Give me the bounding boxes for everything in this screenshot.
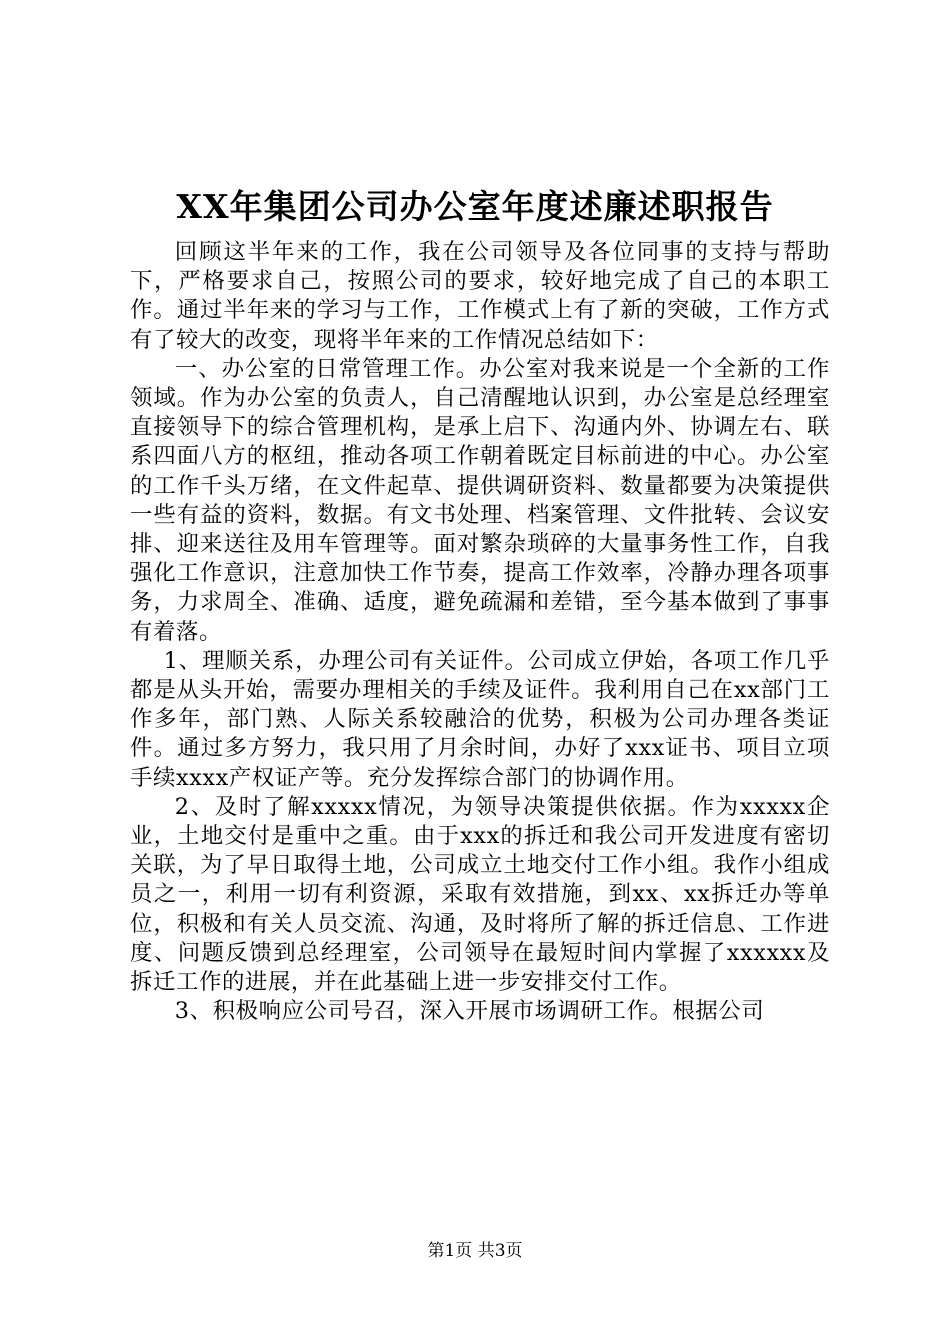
page-number-footer: 第1页 共3页 [427, 1241, 523, 1261]
document-title: XX年集团公司办公室年度述廉述职报告 [176, 187, 774, 226]
paragraph-item-1: 1、理顺关系，办理公司有关证件。公司成立伊始，各项工作几乎都是从头开始，需要办理相关的手续及证件。我利用自己在xx部门工作多年，部门熟、人际关系较融洽的优势，积极为公司办理各类证件。通过多方努力，我只用了月余时间，办好了xxx证书、项目立项手续xxxx产权证产等。充分发挥综合部门的协调作用。 [130, 647, 830, 791]
paragraph-item-3: 3、积极响应公司号召，深入开展市场调研工作。根据公司 [174, 998, 765, 1025]
paragraph-intro: 回顾这半年来的工作，我在公司领导及各位同事的支持与帮助下，严格要求自己，按照公司的要求，较好地完成了自己的本职工作。通过半年来的学习与工作，工作模式上有了新的突破，工作方式有了较大的改变，现将半年来的工作情况总结如下： [130, 239, 830, 353]
paragraph-section-1: 一、办公室的日常管理工作。办公室对我来说是一个全新的工作领域。作为办公室的负责人，自己清醒地认识到，办公室是总经理室直接领导下的综合管理机构，是承上启下、沟通内外、协调左右、联系四面八方的枢纽，推动各项工作朝着既定目标前进的中心。办公室的工作千头万绪，在文件起草、提供调研资料、数量都要为决策提供一些有益的资料，数据。有文书处理、档案管理、文件批转、会议安排、迎来送往及用车管理等。面对繁杂琐碎的大量事务性工作，自我强化工作意识，注意加快工作节奏，提高工作效率，冷静办理各项事务，力求周全、准确、适度，避免疏漏和差错，至今基本做到了事事有着落。 [130, 355, 830, 645]
document-body [130, 238, 830, 1026]
paragraph-item-2: 2、及时了解xxxxx情况，为领导决策提供依据。作为xxxxx企业，土地交付是重中之重。由于xxx的拆迁和我公司开发进度有密切关联，为了早日取得土地，公司成立土地交付工作小组。我作小组成员之一，利用一切有利资源，采取有效措施，到xx、xx拆迁办等单位，积极和有关人员交流、沟通，及时将所了解的拆迁信息、工作进度、问题反馈到总经理室，公司领导在最短时间内掌握了xxxxxx及拆迁工作的进展，并在此基础上进一步安排交付工作。 [130, 793, 830, 996]
